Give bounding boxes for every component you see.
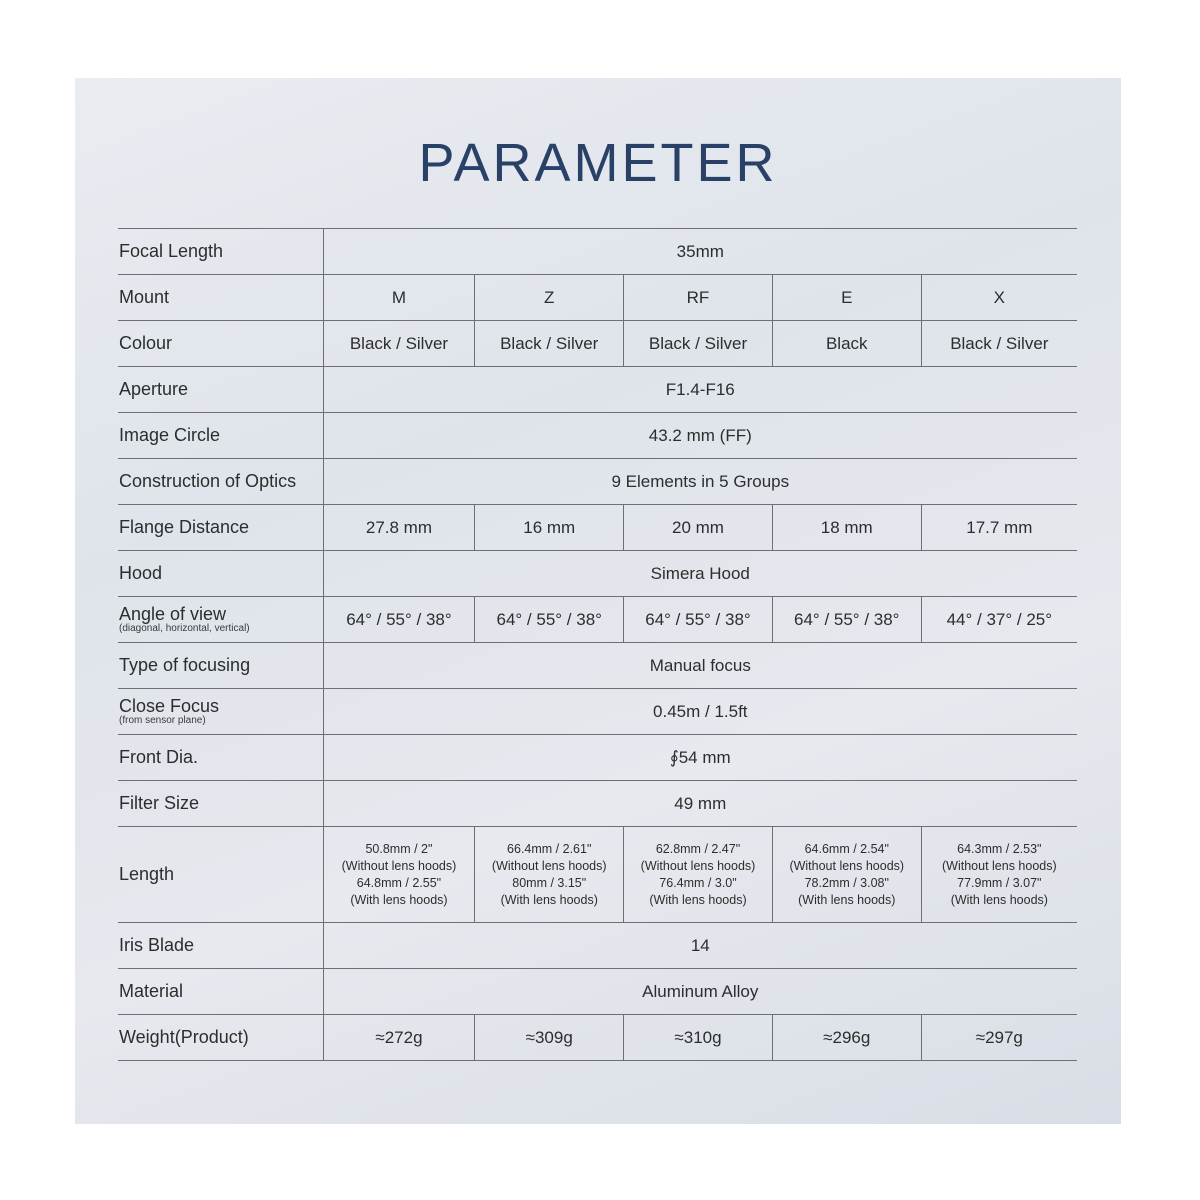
row-label: Colour xyxy=(119,333,173,354)
cell-colour: Black / Silver xyxy=(921,321,1077,367)
row-construction xyxy=(118,459,1077,505)
row-label: Weight(Product) xyxy=(119,1027,249,1048)
cell-mount-m: M xyxy=(323,275,475,321)
cell-weight: ≈310g xyxy=(624,1015,773,1061)
row-weight xyxy=(118,1015,1077,1061)
cell-weight: ≈297g xyxy=(921,1015,1077,1061)
row-label: Type of focusing xyxy=(119,655,251,676)
row-label: Construction of Optics xyxy=(119,471,297,492)
cell-mount-e: E xyxy=(772,275,921,321)
length-without-hood: 64.3mm / 2.53" xyxy=(957,841,1042,856)
row-label: Aperture xyxy=(119,379,189,400)
length-with-hood: 77.9mm / 3.07" xyxy=(957,875,1042,890)
row-label-sub: (from sensor plane) xyxy=(119,714,206,726)
length-without-hood-note: (Without lens hoods) xyxy=(491,858,607,873)
row-colour xyxy=(118,321,1077,367)
row-aperture xyxy=(118,367,1077,413)
cell-colour: Black / Silver xyxy=(475,321,624,367)
cell-angle: 44° / 37° / 25° xyxy=(921,597,1077,643)
cell-length xyxy=(475,827,624,923)
spec-table xyxy=(118,228,1077,1061)
page-title: PARAMETER xyxy=(418,133,778,193)
cell-length xyxy=(323,827,475,923)
cell-flange: 16 mm xyxy=(475,505,624,551)
row-label: Image Circle xyxy=(119,425,221,446)
row-label-sub: (diagonal, horizontal, vertical) xyxy=(119,622,250,634)
length-without-hood-note: (Without lens hoods) xyxy=(341,858,457,873)
row-value: 9 Elements in 5 Groups xyxy=(323,459,1077,505)
cell-weight: ≈296g xyxy=(772,1015,921,1061)
length-with-hood-note: (With lens hoods) xyxy=(649,892,747,907)
length-without-hood-note: (Without lens hoods) xyxy=(789,858,905,873)
length-with-hood: 78.2mm / 3.08" xyxy=(804,875,889,890)
row-label: Flange Distance xyxy=(119,517,250,538)
cell-weight: ≈272g xyxy=(323,1015,475,1061)
cell-length xyxy=(624,827,773,923)
length-with-hood-note: (With lens hoods) xyxy=(350,892,448,907)
row-flange-distance xyxy=(118,505,1077,551)
row-label xyxy=(118,597,323,643)
row-label: Material xyxy=(119,981,184,1002)
cell-length xyxy=(921,827,1077,923)
row-mount xyxy=(118,275,1077,321)
row-label: Filter Size xyxy=(119,793,200,814)
row-label-main: Angle of view xyxy=(119,603,227,624)
row-hood xyxy=(118,551,1077,597)
row-close-focus xyxy=(118,689,1077,735)
cell-angle: 64° / 55° / 38° xyxy=(772,597,921,643)
length-with-hood-note: (With lens hoods) xyxy=(798,892,896,907)
row-label: Length xyxy=(119,864,175,885)
cell-angle: 64° / 55° / 38° xyxy=(323,597,475,643)
row-value: F1.4-F16 xyxy=(323,367,1077,413)
row-material xyxy=(118,969,1077,1015)
row-value: Simera Hood xyxy=(323,551,1077,597)
row-length xyxy=(118,827,1077,923)
length-without-hood: 66.4mm / 2.61" xyxy=(507,841,592,856)
cell-colour: Black / Silver xyxy=(624,321,773,367)
cell-flange: 17.7 mm xyxy=(921,505,1077,551)
cell-flange: 20 mm xyxy=(624,505,773,551)
row-label: Focal Length xyxy=(119,241,224,262)
row-value: 0.45m / 1.5ft xyxy=(323,689,1077,735)
cell-flange: 18 mm xyxy=(772,505,921,551)
length-without-hood-note: (Without lens hoods) xyxy=(640,858,756,873)
cell-flange: 27.8 mm xyxy=(323,505,475,551)
row-label: Iris Blade xyxy=(119,935,195,956)
length-with-hood: 80mm / 3.15" xyxy=(512,875,587,890)
cell-angle: 64° / 55° / 38° xyxy=(475,597,624,643)
row-value: Aluminum Alloy xyxy=(323,969,1077,1015)
cell-length xyxy=(772,827,921,923)
row-value: 35mm xyxy=(323,229,1077,275)
row-value: 43.2 mm (FF) xyxy=(323,413,1077,459)
cell-weight: ≈309g xyxy=(475,1015,624,1061)
row-focusing xyxy=(118,643,1077,689)
length-with-hood-note: (With lens hoods) xyxy=(950,892,1048,907)
row-label xyxy=(118,689,323,735)
length-without-hood: 62.8mm / 2.47" xyxy=(655,841,741,856)
cell-mount-rf: RF xyxy=(624,275,773,321)
row-image-circle xyxy=(118,413,1077,459)
row-focal-length xyxy=(118,229,1077,275)
length-without-hood-note: (Without lens hoods) xyxy=(942,858,1057,873)
row-label-main: Close Focus xyxy=(119,695,220,716)
row-label: Mount xyxy=(119,287,170,308)
spec-card xyxy=(75,78,1121,1124)
row-label: Hood xyxy=(119,563,163,584)
row-iris-blade xyxy=(118,923,1077,969)
cell-colour: Black / Silver xyxy=(323,321,475,367)
length-without-hood: 64.6mm / 2.54" xyxy=(804,841,889,856)
row-value: 14 xyxy=(323,923,1077,969)
row-filter-size xyxy=(118,781,1077,827)
row-angle-of-view xyxy=(118,597,1077,643)
row-front-dia xyxy=(118,735,1077,781)
cell-mount-x: X xyxy=(921,275,1077,321)
length-with-hood-note: (With lens hoods) xyxy=(500,892,598,907)
cell-colour: Black xyxy=(772,321,921,367)
length-with-hood: 76.4mm / 3.0" xyxy=(659,875,737,890)
row-value: Manual focus xyxy=(323,643,1077,689)
row-value: ∮54 mm xyxy=(323,735,1077,781)
row-label: Front Dia. xyxy=(119,747,199,768)
row-value: 49 mm xyxy=(323,781,1077,827)
cell-mount-z: Z xyxy=(475,275,624,321)
length-with-hood: 64.8mm / 2.55" xyxy=(356,875,442,890)
length-without-hood: 50.8mm / 2" xyxy=(365,841,433,856)
cell-angle: 64° / 55° / 38° xyxy=(624,597,773,643)
